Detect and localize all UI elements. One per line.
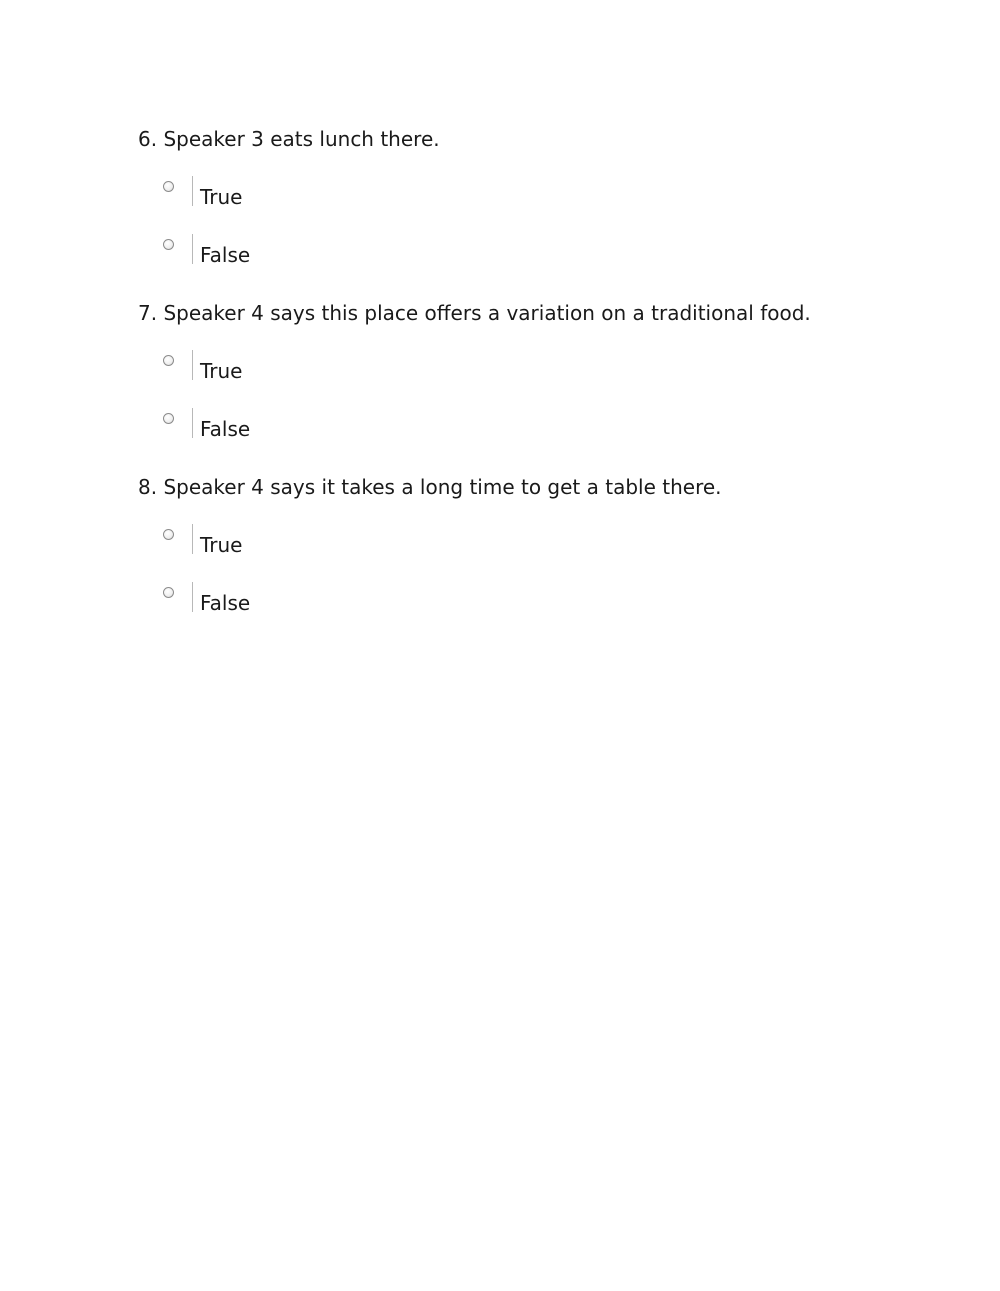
option-divider <box>192 234 193 264</box>
radio-button[interactable] <box>163 587 174 598</box>
option-divider <box>192 524 193 554</box>
radio-button[interactable] <box>163 239 174 250</box>
option-divider <box>192 582 193 612</box>
option-divider <box>192 176 193 206</box>
option-label: True <box>200 533 243 557</box>
radio-button[interactable] <box>163 529 174 540</box>
question-6-option-false[interactable] <box>160 234 360 266</box>
option-label: True <box>200 185 243 209</box>
question-7-text: 7. Speaker 4 says this place offers a variation on a traditional food. <box>138 301 811 325</box>
radio-button[interactable] <box>163 355 174 366</box>
radio-button[interactable] <box>163 181 174 192</box>
question-8-text: 8. Speaker 4 says it takes a long time to get a table there. <box>138 475 722 499</box>
option-label: False <box>200 591 251 615</box>
question-7-option-true[interactable] <box>160 350 360 382</box>
option-divider <box>192 350 193 380</box>
question-6-option-true[interactable] <box>160 176 360 208</box>
question-8-option-false[interactable] <box>160 582 360 614</box>
radio-button[interactable] <box>163 413 174 424</box>
question-7-option-false[interactable] <box>160 408 360 440</box>
option-divider <box>192 408 193 438</box>
option-label: True <box>200 359 243 383</box>
question-6-text: 6. Speaker 3 eats lunch there. <box>138 127 440 151</box>
option-label: False <box>200 243 251 267</box>
option-label: False <box>200 417 251 441</box>
question-8-option-true[interactable] <box>160 524 360 556</box>
